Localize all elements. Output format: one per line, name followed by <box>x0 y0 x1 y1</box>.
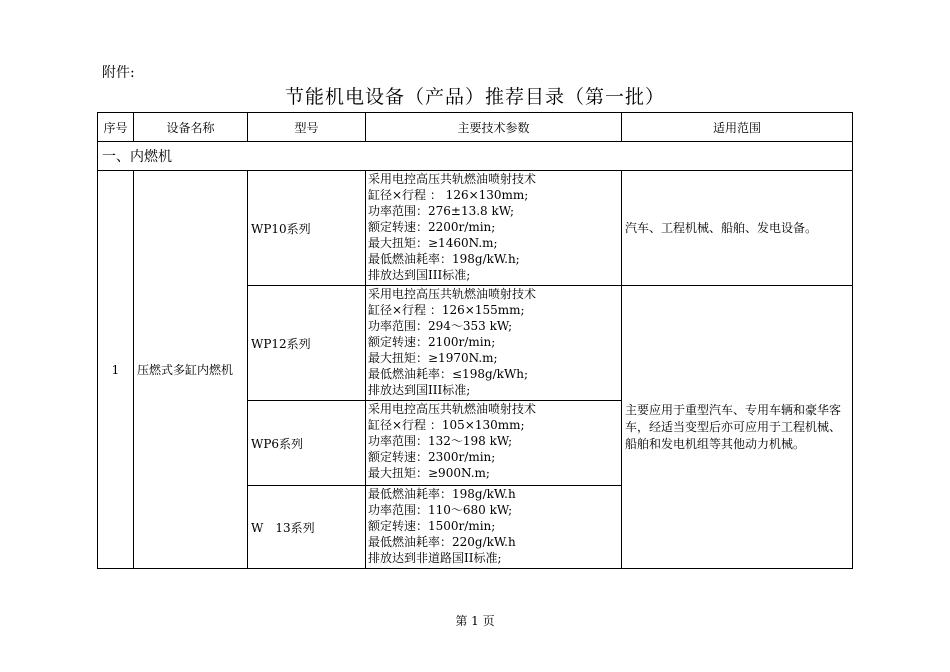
section-row <box>98 142 853 171</box>
param-line: 最低燃油耗率：≤198g/kWh; <box>368 367 529 381</box>
param-line: 功率范围：110～680 kW; <box>368 503 513 517</box>
catalog-table <box>97 112 852 569</box>
scope-cell: 主要应用于重型汽车、专用车辆和豪华客车，经适当变型后亦可应用于工程机械、船舶和发电机组等其他动力机械。 <box>622 286 853 569</box>
param-line: 缸径×行程 ：105×130mm; <box>368 418 525 432</box>
param-line: 最大扭矩：≥900N.m; <box>368 466 490 480</box>
params-cell <box>366 486 622 569</box>
section-title: 一、内燃机 <box>98 142 853 171</box>
header-no: 序号 <box>98 113 134 142</box>
param-line: 额定转速：2200r/min; <box>368 220 496 234</box>
equipment-name: 压燃式多缸内燃机 <box>134 171 248 569</box>
model-cell: W 13系列 <box>248 486 366 569</box>
param-line: 功率范围：276±13.8 kW; <box>368 204 515 218</box>
param-line: 排放达到国III标准; <box>368 268 471 282</box>
header-name: 设备名称 <box>134 113 248 142</box>
params-cell <box>366 171 622 286</box>
param-line: 缸径×行程 ： 126×130mm; <box>368 188 529 202</box>
params-cell <box>366 286 622 401</box>
param-line: 排放达到非道路国II标准; <box>368 551 502 565</box>
param-line: 额定转速：2100r/min; <box>368 335 496 349</box>
param-line: 最大扭矩：≥1460N.m; <box>368 236 498 250</box>
header-params: 主要技术参数 <box>366 113 622 142</box>
attachment-label: 附件: <box>102 65 135 81</box>
header-model: 型号 <box>248 113 366 142</box>
param-line: 最低燃油耗率：220g/kW.h <box>368 535 516 549</box>
params-cell <box>366 401 622 486</box>
page-title: 节能机电设备（产品）推荐目录（第一批） <box>284 86 665 108</box>
page-number: 第 1 页 <box>455 614 495 628</box>
model-cell: WP12系列 <box>248 286 366 401</box>
param-line: 最低燃油耗率：198g/kW.h; <box>368 252 520 266</box>
param-line: 最大扭矩：≥1970N.m; <box>368 351 498 365</box>
table-row <box>98 171 853 286</box>
model-cell: WP10系列 <box>248 171 366 286</box>
param-line: 采用电控高压共轨燃油喷射技术 <box>368 402 537 416</box>
param-line: 采用电控高压共轨燃油喷射技术 <box>368 172 537 186</box>
param-line: 额定转速：1500r/min; <box>368 519 496 533</box>
scope-cell: 汽车、工程机械、船舶、发电设备。 <box>622 171 853 286</box>
param-line: 额定转速：2300r/min; <box>368 450 496 464</box>
param-line: 功率范围：132～198 kW; <box>368 434 513 448</box>
model-cell: WP6系列 <box>248 401 366 486</box>
param-line: 缸径×行程 ：126×155mm; <box>368 303 525 317</box>
param-line: 排放达到国III标准; <box>368 383 471 397</box>
param-line: 功率范围：294～353 kW; <box>368 319 513 333</box>
param-line: 采用电控高压共轨燃油喷射技术 <box>368 287 537 301</box>
table-header-row <box>98 113 853 142</box>
param-line: 最低燃油耗率：198g/kW.h <box>368 487 516 501</box>
row-number: 1 <box>98 171 134 569</box>
header-scope: 适用范围 <box>622 113 853 142</box>
